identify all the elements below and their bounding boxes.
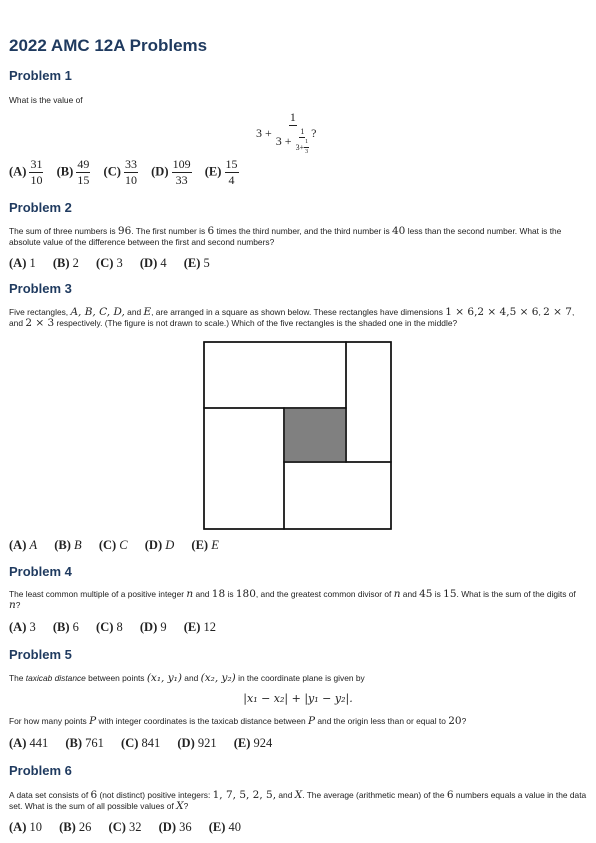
problem-4-heading: Problem 4 xyxy=(9,564,72,579)
right-rectangle xyxy=(346,342,391,462)
choice-5b: (B) 761 xyxy=(65,736,104,750)
problem-3-heading: Problem 3 xyxy=(9,281,72,296)
continued-fraction xyxy=(256,111,316,156)
problem-3-choices xyxy=(9,538,219,553)
left-rectangle xyxy=(204,408,284,529)
choice-6c: (C) 32 xyxy=(108,820,142,834)
choice-1a: (A) $\frac{31}{10}$ xyxy=(9,157,43,187)
choice-3e: (E) E xyxy=(191,538,219,552)
cf-outer-num: 1 xyxy=(289,110,296,124)
choice-5c: (C) 841 xyxy=(121,736,161,750)
cf-innermost-lead: 3+ xyxy=(295,143,305,152)
choice-2d: (D) 4 xyxy=(139,256,167,270)
problem-2-choices xyxy=(9,256,210,271)
bottom-rectangle xyxy=(284,462,391,529)
rectangles-figure xyxy=(203,341,393,531)
choice-2c: (C) 3 xyxy=(96,256,123,270)
problem-1-text: What is the value of xyxy=(9,95,83,105)
cf-tail: ? xyxy=(311,126,317,140)
choice-4a: (A) 3 xyxy=(9,620,36,634)
choice-6a: (A) 10 xyxy=(9,820,42,834)
problem-3-text: Five rectangles, A, B, C, D, and E, are arranged in a square as shown below. These rectangles have dimensions 1 × 6,2 × 4,5 × 6, 2 × 7, and 2 × 3 respectively. (The figure is not drawn to scale.) Which of the five rectangles is the shaded one in the middle? xyxy=(9,306,575,329)
problem-4-choices xyxy=(9,620,216,635)
choice-3a: (A) A xyxy=(9,538,38,552)
cf-inner-lead: 3 + xyxy=(275,134,292,148)
top-rectangle xyxy=(204,342,346,408)
choice-5e: (E) 924 xyxy=(233,736,273,750)
problem-5-heading: Problem 5 xyxy=(9,647,72,662)
choice-6b: (B) 26 xyxy=(59,820,92,834)
page-title: 2022 AMC 12A Problems xyxy=(9,36,208,55)
taxicab-equation: |x₁ − x₂| + |y₁ − y₂|. xyxy=(243,692,353,705)
problem-5-text: The taxicab distance between points (x₁, y₁) and (x₂, y₂) in the coordinate plane is given by xyxy=(9,672,365,684)
choice-1b: (B) $\frac{49}{15}$ xyxy=(56,157,90,187)
problem-1-choices xyxy=(9,158,239,187)
problem-2-heading: Problem 2 xyxy=(9,200,72,215)
choice-4d: (D) 9 xyxy=(139,620,167,634)
choice-5d: (D) 921 xyxy=(177,736,217,750)
cf-inner-num: 1 xyxy=(300,127,305,136)
choice-1e: (E) $\frac{15}{4}$ xyxy=(204,157,238,187)
choice-3c: (C) C xyxy=(98,538,128,552)
choice-4e: (E) 12 xyxy=(183,620,217,634)
choice-2e: (E) 5 xyxy=(183,256,210,270)
choice-3d: (D) D xyxy=(144,538,175,552)
problem-5-choices xyxy=(9,736,272,751)
choice-1c: (C) $\frac{33}{10}$ xyxy=(103,157,138,187)
cf-outer-fraction xyxy=(275,111,311,156)
cf-innermost-num: 1 xyxy=(304,139,309,148)
problem-5-question: For how many points P with integer coordinates is the taxicab distance between P and the origin less than or equal to 20? xyxy=(9,715,467,727)
problem-4-text: The least common multiple of a positive integer n and 18 is 180, and the greatest common divisor of n and 45 is 15. What is the sum of the digits of n? xyxy=(9,588,576,611)
choice-2b: (B) 2 xyxy=(52,256,79,270)
choice-4b: (B) 6 xyxy=(52,620,79,634)
cf-lead: 3 + xyxy=(256,126,272,140)
problem-6-choices xyxy=(9,820,241,835)
cf-innermost-den: 3 xyxy=(305,149,309,155)
problem-6-heading: Problem 6 xyxy=(9,763,72,778)
choice-4c: (C) 8 xyxy=(96,620,123,634)
choice-5a: (A) 441 xyxy=(9,736,49,750)
choice-2a: (A) 1 xyxy=(9,256,36,270)
choice-6d: (D) 36 xyxy=(158,820,192,834)
choice-6e: (E) 40 xyxy=(208,820,242,834)
cf-innermost-fraction xyxy=(304,139,309,156)
choice-1d: (D) $\frac{109}{33}$ xyxy=(151,157,191,187)
problem-1-heading: Problem 1 xyxy=(9,68,72,83)
problem-2-text: The sum of three numbers is 96. The first number is 6 times the third number, and the third number is 40 less than the second number. What is the absolute value of the difference between the first and second numbers? xyxy=(9,225,562,247)
cf-inner-fraction xyxy=(295,127,311,156)
shaded-rectangle xyxy=(284,408,346,462)
choice-3b: (B) B xyxy=(54,538,82,552)
problem-6-text: A data set consists of 6 (not distinct) positive integers: 1, 7, 5, 2, 5, and X. The average (arithmetic mean) of the 6 numbers equals a value in the data set. What is the sum of all possible values of X? xyxy=(9,789,587,812)
